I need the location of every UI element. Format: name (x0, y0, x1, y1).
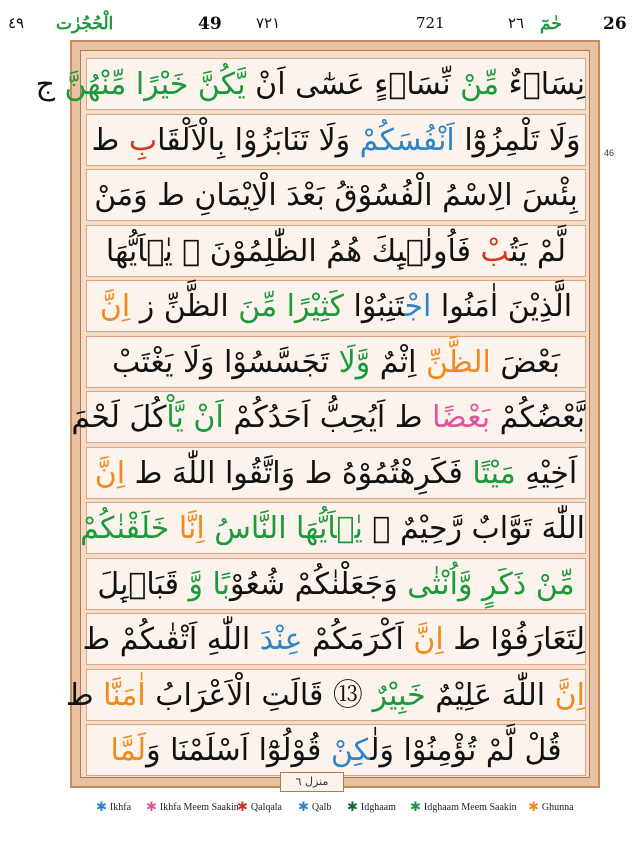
verse-segment: وَلَا تَلْمِزُوْٓا (454, 122, 581, 158)
star-icon: ✱ (96, 799, 107, 814)
verse-segment: كُلَ لَحْمَ (71, 400, 167, 435)
verse-segment: ط (91, 122, 129, 158)
verse-segment: ج (35, 67, 65, 102)
verse-segment: اِنَّ (413, 622, 444, 657)
legend-item (298, 799, 331, 815)
legend-label: Qalb (311, 802, 332, 813)
verse-segment: الظَّنِّ ز (130, 289, 239, 324)
verse-line-text (71, 392, 585, 444)
verse-segment: ⑬ قَالَتِ الْاَعْرَابُ (145, 677, 373, 713)
verse-line-text (65, 670, 585, 722)
verse-line-text (87, 725, 585, 777)
verse-line (35, 58, 586, 110)
verse-segment: خَيْرًا (126, 67, 189, 102)
verse-line (86, 169, 586, 221)
verse-segment: قَبَاۤىِٕلَ (97, 566, 189, 602)
verse-segment: وَلَا تَنَابَزُوْا بِالْاَلْقَا (157, 122, 351, 158)
juz-name: حٰمٓ (540, 14, 562, 34)
legend-item (410, 799, 517, 815)
verse-segment: اَنْ يَّاْ (166, 400, 224, 435)
verse-segment: وَجَعَلْنٰكُمْ شُعُوْ (230, 566, 408, 602)
verse-segment: نِسَاۤءٌ (499, 67, 585, 102)
legend-label: Qalqala (250, 802, 282, 813)
side-marker-number: 46 (604, 148, 615, 158)
verse-segment: اِنَّ (94, 455, 126, 491)
surah-number-arabic: ٤٩ (8, 14, 25, 32)
verse-line (86, 724, 586, 776)
verse-segment: بَعْضًا (432, 400, 491, 435)
verse-segment: اللّٰهَ تَوَّابٌ رَّحِيْمٌ ⑫ (362, 511, 585, 546)
verse-segment: اجْ (404, 289, 432, 324)
verse-line (80, 502, 586, 554)
legend-label: Ikhfa Meem Saakin (159, 802, 239, 813)
star-icon: ✱ (146, 799, 157, 814)
verse-segment: اِنَّ (99, 289, 131, 324)
verse-segment: وَّلَا (338, 344, 371, 380)
verse-segment: يٰۤاَيُّهَا النَّاسُ (214, 511, 363, 546)
verse-segment: قُلْ لَّمْ تُؤْمِنُوْا وَلٰ (370, 733, 562, 768)
verse-line (86, 558, 586, 610)
verse-segment: نِّسَاۤءٍ عَسٰٓى اَنْ (245, 67, 451, 102)
verse-segment: مِّنْ ذَكَرٍ وَّاُنْثٰى (407, 566, 575, 602)
verse-line (71, 391, 586, 443)
star-icon: ✱ (237, 799, 248, 814)
surah-name: الْحُجُرٰت (56, 14, 114, 34)
verse-segment: اَنْفُسَكُمْ (350, 122, 455, 158)
verse-segment: ط اَيُحِبُّ اَحَدُكُمْ (223, 400, 433, 435)
page-number-arabic: ٧٢١ (256, 14, 281, 32)
legend-label: Ghunna (541, 802, 574, 813)
verse-segment: اَكْرَمَكُمْ (302, 622, 414, 657)
verse-segment (205, 511, 215, 546)
star-icon: ✱ (528, 799, 539, 814)
surah-number: 49 (198, 14, 222, 34)
verse-segment: عِنْدَ (259, 622, 303, 657)
verse-line (86, 225, 586, 277)
legend-label: Idghaam (360, 802, 396, 813)
verse-segment: الَّذِيْنَ اٰمَنُوا (431, 289, 573, 324)
legend-label: Idghaam Meem Saakin (423, 802, 517, 813)
verse-segment: اِنَّ (554, 677, 585, 713)
verse-segment: لِتَعَارَفُوْا ط (443, 622, 585, 657)
verse-line (86, 447, 586, 499)
verse-segment: مَيْتًا (472, 455, 516, 491)
verse-segment: كَثِيْرًا مِّنَ (238, 289, 344, 324)
verse-segment: بًا وَّ (188, 566, 231, 602)
verse-line-text (87, 115, 585, 167)
verse-segment: لَّمْ يَتُ (510, 233, 567, 269)
verse-segment: بَعْضَ (490, 344, 560, 380)
verse-segment: فَاُولٰۤىِٕكَ هُمُ الظّٰلِمُوْنَ ⑪ يٰۤاَيُّهَا (105, 233, 481, 269)
verse-line-text (87, 170, 585, 222)
verse-line-text (87, 559, 585, 611)
verse-segment: بِ (128, 122, 158, 158)
verse-segment: اِثْمٌ (370, 344, 426, 380)
verse-line-text (87, 337, 585, 389)
tajweed-legend (0, 795, 638, 817)
verse-segment: بَّعْضُكُمْ (490, 400, 585, 435)
verse-line-text (87, 281, 585, 333)
verse-segment: لَمَّا (110, 733, 147, 768)
legend-item (96, 799, 131, 815)
legend-item (528, 799, 574, 815)
verse-segment: قُوْلُوْٓا اَسْلَمْنَا وَ (146, 733, 331, 768)
verse-line-text (35, 59, 585, 111)
verse-segment: بِئْسَ الِاسْمُ الْفُسُوْقُ بَعْدَ الْاِيْمَانِ ط وَمَنْ (94, 178, 578, 213)
verse-line (82, 613, 586, 665)
verse-segment: اِنَّا (178, 511, 205, 546)
verse-line-text (87, 226, 585, 278)
juz-number: 26 (603, 14, 627, 34)
legend-item (347, 799, 396, 815)
page-header (0, 0, 638, 40)
verse-segment: خَلَقْنٰكُمْ (80, 511, 179, 546)
page-frame (35, 40, 600, 788)
verse-line (86, 280, 586, 332)
verse-segment: ط (65, 677, 104, 713)
legend-item (237, 799, 282, 815)
star-icon: ✱ (347, 799, 358, 814)
verse-segment: مِّنْ (450, 67, 500, 102)
verse-line (65, 669, 586, 721)
verse-segment: خَبِيْرٌ (372, 677, 426, 713)
verse-segment: تَجَسَّسُوْا وَلَا يَغْتَبْ (111, 344, 339, 380)
verse-segment: اللّٰهَ عَلِيْمٌ (425, 677, 555, 713)
verse-line-text (82, 614, 585, 666)
legend-label: Ikhfa (109, 802, 132, 813)
legend-item (146, 799, 239, 815)
verse-segment: مِّنْهُنَّ (64, 67, 127, 102)
verse-segment: تَنِبُوْا (343, 289, 405, 324)
manzil-label: منزل ٦ (280, 772, 344, 792)
star-icon: ✱ (298, 799, 309, 814)
verse-segment: كِنْ (330, 733, 371, 768)
verse-segment: بْ (480, 233, 511, 269)
verse-segment: اٰمَنَّا (103, 677, 146, 713)
juz-number-arabic: ٢٦ (508, 14, 525, 32)
star-icon: ✱ (410, 799, 421, 814)
verse-segment: فَكَرِهْتُمُوْهُ ط وَاتَّقُوا اللّٰهَ ط (125, 455, 473, 491)
verse-line-text (80, 503, 585, 555)
verse-segment: اَخِيْهِ (515, 455, 578, 491)
page-number: 721 (416, 14, 445, 32)
verse-line (86, 114, 586, 166)
verse-segment: يَّكُنَّ (188, 67, 246, 102)
verse-line-text (87, 448, 585, 500)
verse-segment: اللّٰهِ اَتْقٰىكُمْ ط (82, 622, 260, 657)
verse-segment: الظَّنِّ (425, 344, 491, 380)
verse-line (86, 336, 586, 388)
